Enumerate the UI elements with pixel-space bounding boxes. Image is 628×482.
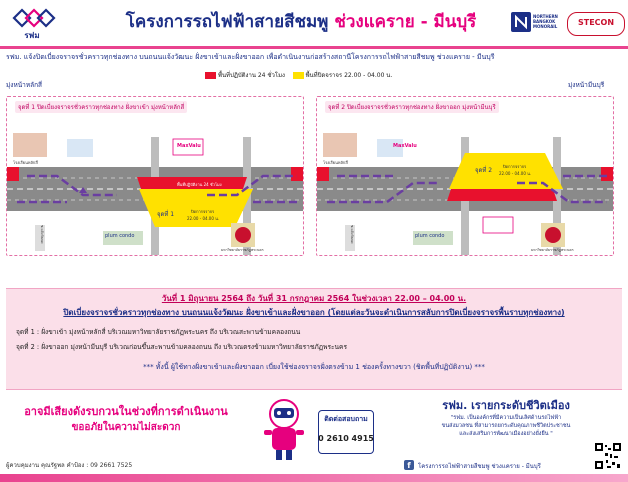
panel2-univ-label: มหาวิทยาลัยราชภัฏพระนคร <box>531 248 574 252</box>
supervisor-info: ผู้ควบคุมงาน คุณรัฐพล คำป้อง : 09 2661 7525 <box>6 462 133 469</box>
quote-line-3: และส่งเสริมการพัฒนาเมืองอย่างยั่งยืน " <box>459 431 553 437</box>
panel1-work-label: พื้นที่ปฏิบัติงาน 24 ชั่วโมง <box>177 182 222 187</box>
notice-note: *** ทั้งนี้ ผู้ใช้ทางฝั่งขาเข้าและฝั่งขาออก เบี่ยงใช้ช่องจราจรฝั่งตรงข้าม 1 ช่องครั้งทางขวา (ชิดพื้นที่ปฏิบัติงาน) *** <box>143 363 485 371</box>
panel2-point-label: จุดที่ 2 <box>475 167 493 174</box>
legend-yellow-swatch <box>293 72 304 79</box>
panel1-point-label: จุดที่ 1 <box>157 211 175 218</box>
legend <box>205 70 465 80</box>
panel2-title: จุดที่ 2 ปิดเบี่ยงจราจรชั่วคราวทุกช่องทาง ฝั่งขาออก มุ่งหน้ามีนบุรี <box>325 101 499 113</box>
map-panel-2 <box>316 96 614 256</box>
legend-red-swatch <box>205 72 216 79</box>
panel1-title: จุดที่ 1 ปิดเบี่ยงจราจรชั่วคราวทุกช่องทาง ฝั่งขาเข้า มุ่งหน้าหลักสี่ <box>15 101 187 113</box>
mascot-icon <box>256 396 312 462</box>
panel1-school-label: โรงเรียนหลักสี่ <box>13 160 38 165</box>
map-panel-1 <box>6 96 304 256</box>
apology-line-2: ขออภัยในความไม่สะดวก <box>71 422 181 433</box>
panel2-lane-label: ซ.แจ้งวัฒนะ <box>350 225 354 244</box>
legend-yellow-label: พื้นที่ปิดจราจร 22.00 - 04.00 น. <box>305 72 393 79</box>
facebook-icon[interactable]: f <box>404 460 414 470</box>
notice-point-1: จุดที่ 1 : ฝั่งขาเข้า มุ่งหน้าหลักสี่ บริเวณมหาวิทยาลัยราชภัฏพระนคร ถึง บริเวณสะพานข้ามคลองถนน <box>16 328 301 336</box>
northern-bangkok-monorail-logo-icon <box>510 10 564 36</box>
facebook-page-link[interactable]: โครงการรถไฟฟ้าสายสีชมพู ช่วงแคราย - มีนบุรี <box>418 463 541 470</box>
panel1-lane-label: ซ.แจ้งวัฒนะ <box>40 225 44 244</box>
notice-main: ปิดเบี่ยงจราจรชั่วคราวทุกช่องทาง บนถนนแจ้งวัฒนะ ฝั่งขาเข้าและฝั่งขาออก (โดยแต่ละวันจะดำเนินการสลับการปิดเบี่ยงจราจรพื้นราบทุกช่องทาง) <box>63 308 565 317</box>
mrta-logo-icon <box>8 5 56 41</box>
title-accent: ช่วงแคราย - มีนบุรี <box>334 12 477 32</box>
partner1-text: NORTHERN BANGKOK MONORAIL <box>533 14 558 29</box>
quote-line-2: ขนส่งมวลชน ที่สามารถยกระดับคุณภาพชีวิตประชาชน <box>441 423 571 429</box>
qr-code-icon[interactable] <box>594 442 622 470</box>
title-main: โครงการรถไฟฟ้าสายสีชมพู <box>125 12 335 32</box>
notice-point-2: จุดที่ 2 : ฝั่งขาออก มุ่งหน้ามีนบุรี บริเวณก่อนขึ้นสะพานข้ามคลองถนน ถึง บริเวณตรงข้ามมหาวิทยาลัยราชภัฏพระนคร <box>16 343 347 351</box>
road-diagram-2 <box>317 97 613 255</box>
direction-right: มุ่งหน้ามีนบุรี <box>568 81 605 89</box>
apology-line-1: อาจมีเสียงดังรบกวนในช่วงที่การดำเนินงาน <box>24 405 228 418</box>
panel1-condo-label: plum condo <box>105 233 135 239</box>
notice-date: วันที่ 1 มิถุนายน 2564 ถึง วันที่ 31 กรกฎาคม 2564 ในช่วงเวลา 22.00 – 04.00 น. <box>161 294 467 303</box>
road-diagram-1 <box>7 97 303 255</box>
legend-red-label: พื้นที่ปฏิบัติงาน 24 ชั่วโมง <box>218 72 285 79</box>
quote-line-1: "รฟม. เป็นองค์กรที่มีความเป็นเลิศด้านรถไฟฟ้า <box>450 415 562 421</box>
logo-text: รฟม <box>24 31 40 40</box>
contact-phone[interactable]: 0 2610 4915 <box>318 434 374 443</box>
partner2-text: STECON <box>577 18 615 27</box>
header-divider <box>0 46 628 49</box>
contact-label: ติดต่อสอบถาม <box>324 415 368 423</box>
panel2-close-label: ปิดการจราจร <box>503 164 527 169</box>
panel2-condo-label: plum condo <box>415 233 445 239</box>
panel2-school-label: โรงเรียนหลักสี่ <box>323 160 348 165</box>
footer-bar <box>0 474 628 482</box>
subtitle: รฟม. แจ้งปิดเบี่ยงจราจรชั่วคราวทุกช่องทาง บนถนนแจ้งวัฒนะ ฝั่งขาเข้าและฝั่งขาออก เพื่อดำเนินงานก่อสร้างสถานีโครงการรถไฟฟ้าสายสีชมพู ช่วงแคราย - มีนบุรี <box>6 53 495 61</box>
panel1-close-label: ปิดการจราจร <box>191 209 215 214</box>
slogan: รฟม. เรายกระดับชีวิตเมือง <box>442 399 570 412</box>
panel2-store-label: MaxValu <box>393 143 417 149</box>
panel1-close-time: 22.00 - 04.00 น. <box>187 216 220 221</box>
page-title <box>86 8 516 35</box>
panel2-close-time: 22.00 - 04.00 น. <box>499 171 532 176</box>
panel1-store-label: MaxValu <box>177 143 201 149</box>
direction-left: มุ่งหน้าหลักสี่ <box>6 81 43 89</box>
panel1-univ-label: มหาวิทยาลัยราชภัฏพระนคร <box>221 248 264 252</box>
stecon-logo-icon <box>567 12 625 36</box>
